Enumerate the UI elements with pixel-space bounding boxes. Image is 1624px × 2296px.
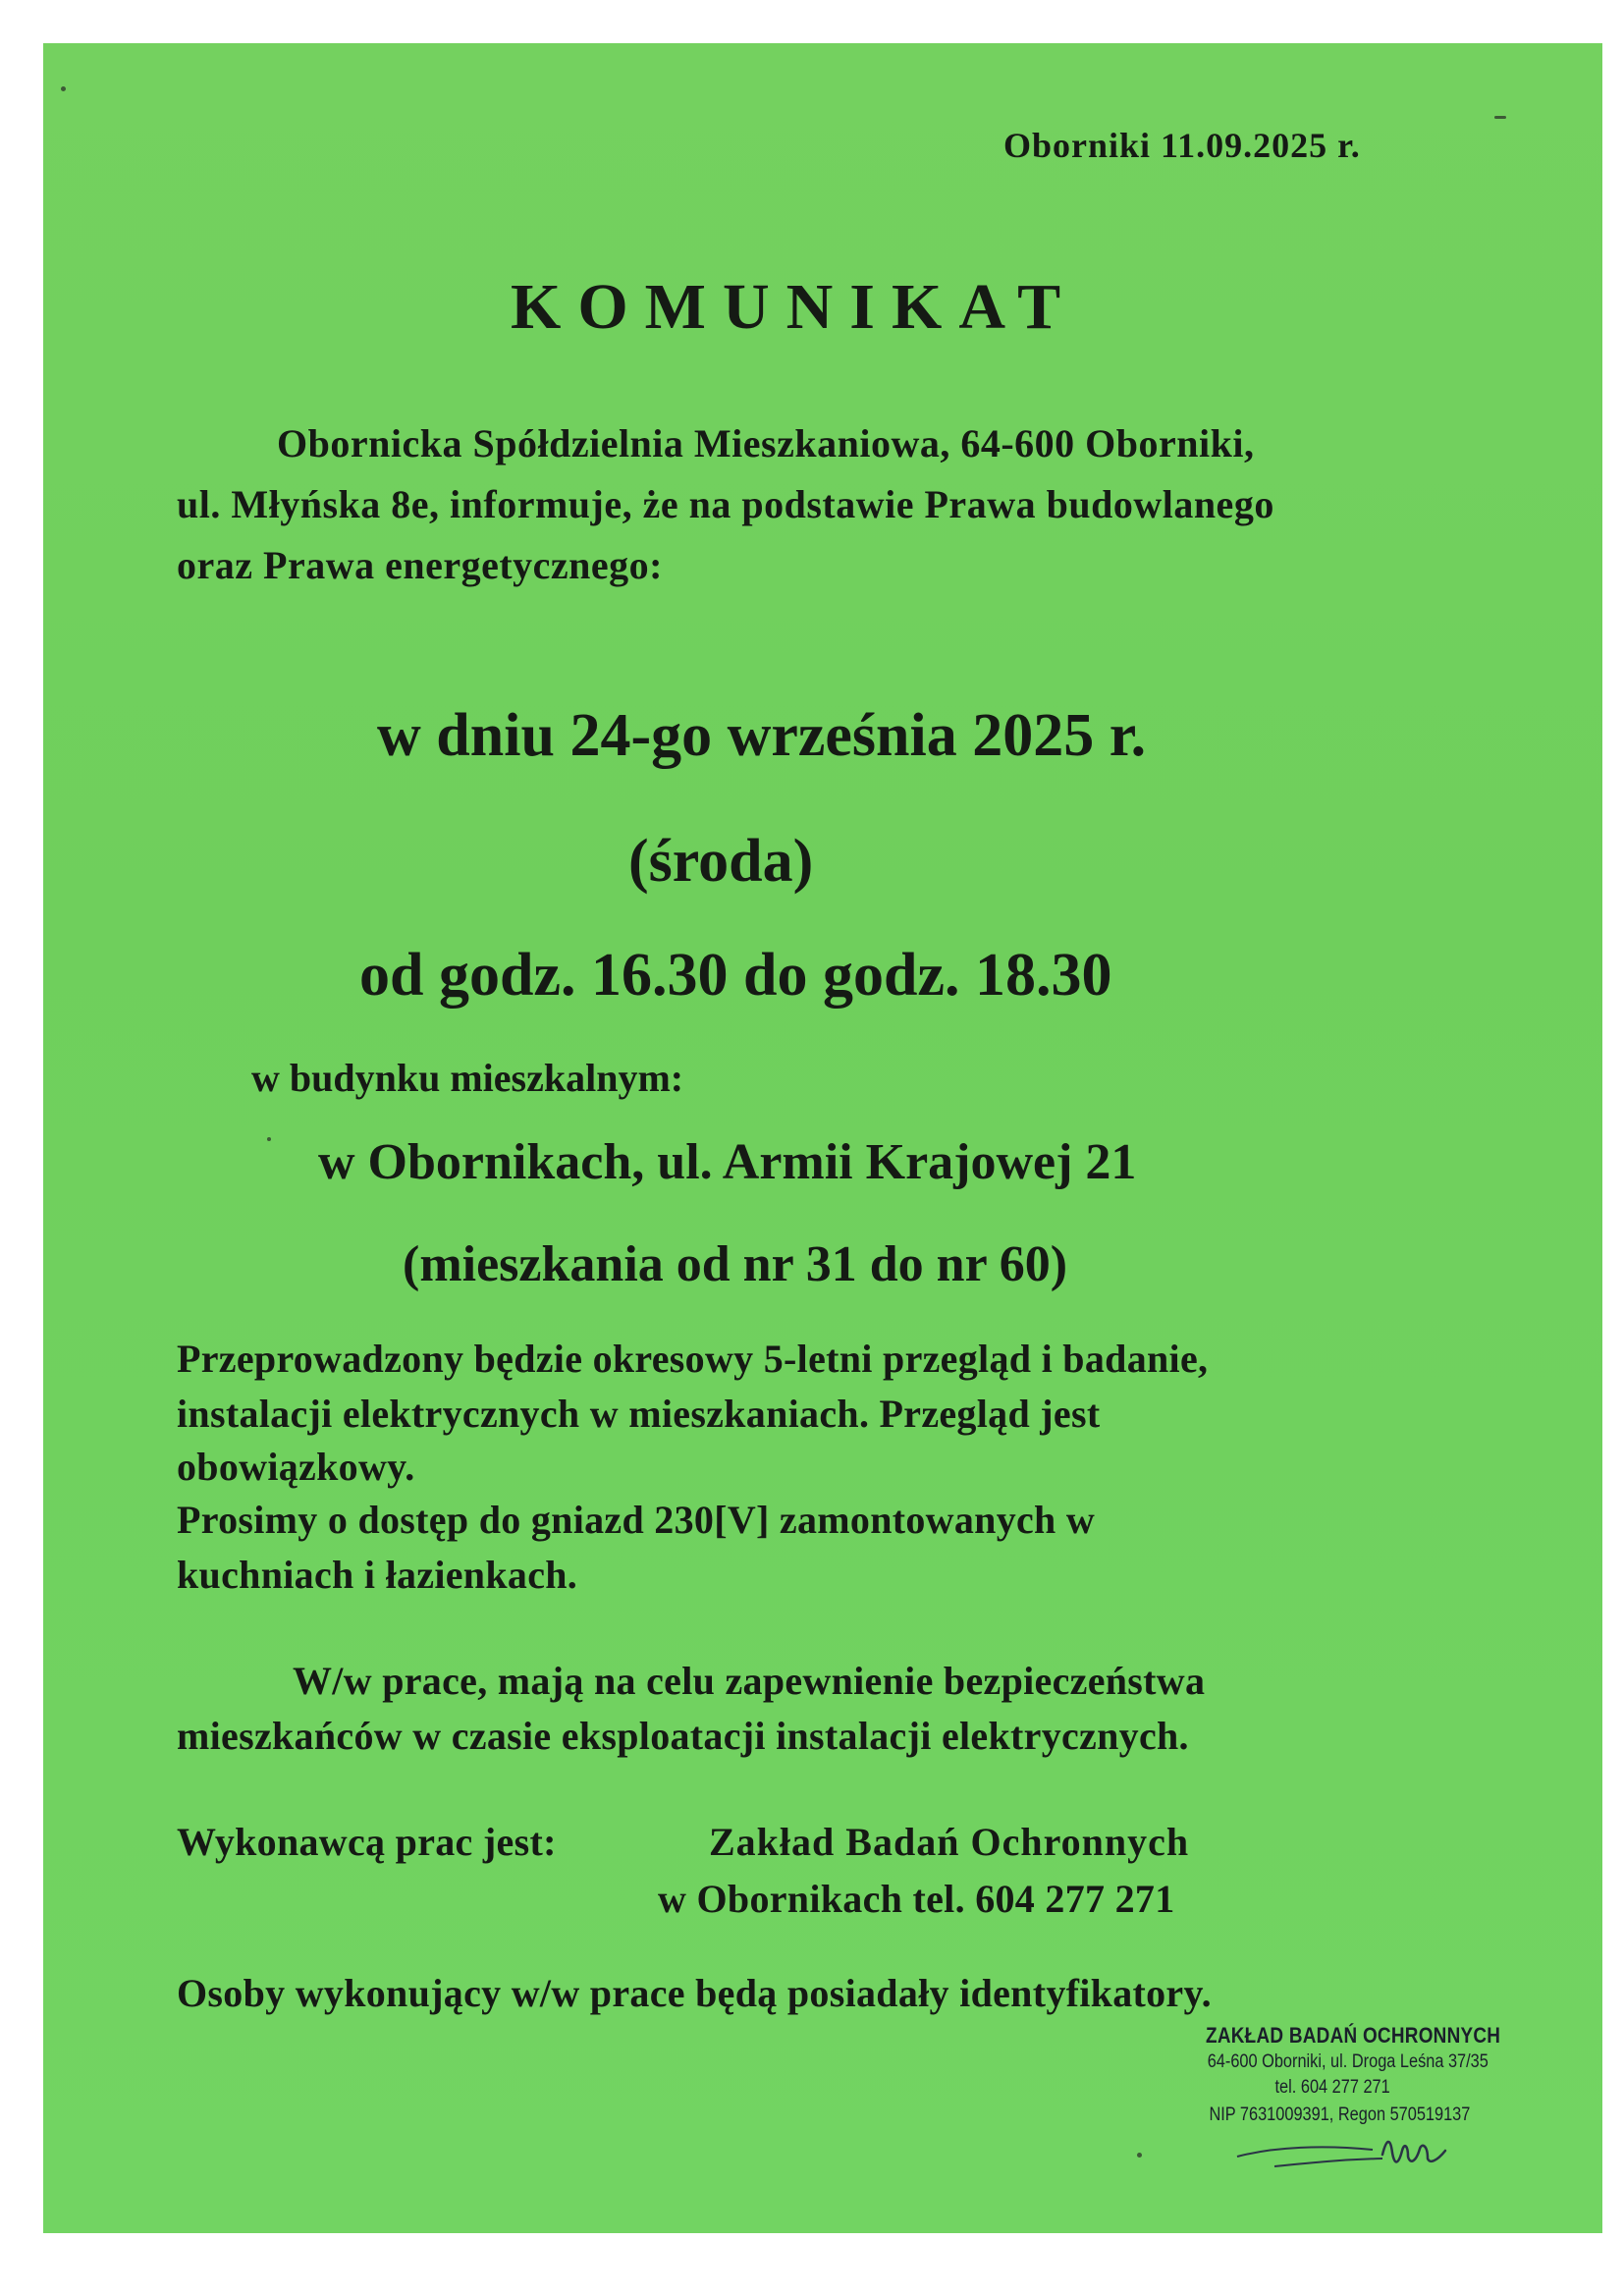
building-address: w Obornikach, ul. Armii Krajowej 21 — [318, 1134, 1137, 1190]
contractor-name: Zakład Badań Ochronnych — [709, 1820, 1190, 1864]
stamp-tel: tel. 604 277 271 — [1274, 2077, 1390, 2098]
scan-speck — [61, 86, 66, 91]
scan-speck — [267, 1137, 271, 1141]
details-line-5: kuchniach i łazienkach. — [177, 1553, 578, 1597]
handwritten-signature — [1235, 2133, 1471, 2172]
closing-note: Osoby wykonujący w/w prace będą posiadały identyfikatory. — [177, 1971, 1212, 2015]
stamp-ids: NIP 7631009391, Regon 570519137 — [1209, 2105, 1471, 2125]
event-hours: od godz. 16.30 do godz. 18.30 — [359, 942, 1112, 1009]
building-label: w budynku mieszkalnym: — [251, 1056, 684, 1100]
event-weekday: (środa) — [628, 828, 814, 895]
details-line-4: Prosimy o dostęp do gniazd 230[V] zamontowanych w — [177, 1498, 1096, 1542]
flat-range: (mieszkania od nr 31 do nr 60) — [403, 1236, 1068, 1292]
intro-line-1: Obornicka Spółdzielnia Mieszkaniowa, 64-600 Oborniki, — [277, 421, 1255, 465]
details-line-3: obowiązkowy. — [177, 1445, 415, 1489]
purpose-line-2: mieszkańców w czasie eksploatacji instalacji elektrycznych. — [177, 1714, 1189, 1758]
stamp-address: 64-600 Oborniki, ul. Droga Leśna 37/35 — [1207, 2051, 1489, 2072]
scan-speck — [1494, 116, 1506, 119]
notice-title: KOMUNIKAT — [511, 271, 1078, 343]
details-line-2: instalacji elektrycznych w mieszkaniach. Przegląd jest — [177, 1392, 1101, 1436]
notice-date: Oborniki 11.09.2025 r. — [1003, 126, 1361, 165]
stamp-company-name: ZAKŁAD BADAŃ OCHRONNYCH — [1206, 2023, 1501, 2048]
contractor-label: Wykonawcą prac jest: — [177, 1820, 557, 1864]
purpose-line-1: W/w prace, mają na celu zapewnienie bezpieczeństwa — [293, 1659, 1206, 1703]
scan-speck — [1137, 2153, 1142, 2158]
intro-line-2: ul. Młyńska 8e, informuje, że na podstawie Prawa budowlanego — [177, 482, 1274, 526]
intro-line-3: oraz Prawa energetycznego: — [177, 543, 663, 587]
contractor-city-tel: w Obornikach tel. 604 277 271 — [658, 1877, 1175, 1921]
event-date: w dniu 24-go września 2025 r. — [377, 702, 1147, 769]
details-line-1: Przeprowadzony będzie okresowy 5-letni przegląd i badanie, — [177, 1337, 1209, 1381]
